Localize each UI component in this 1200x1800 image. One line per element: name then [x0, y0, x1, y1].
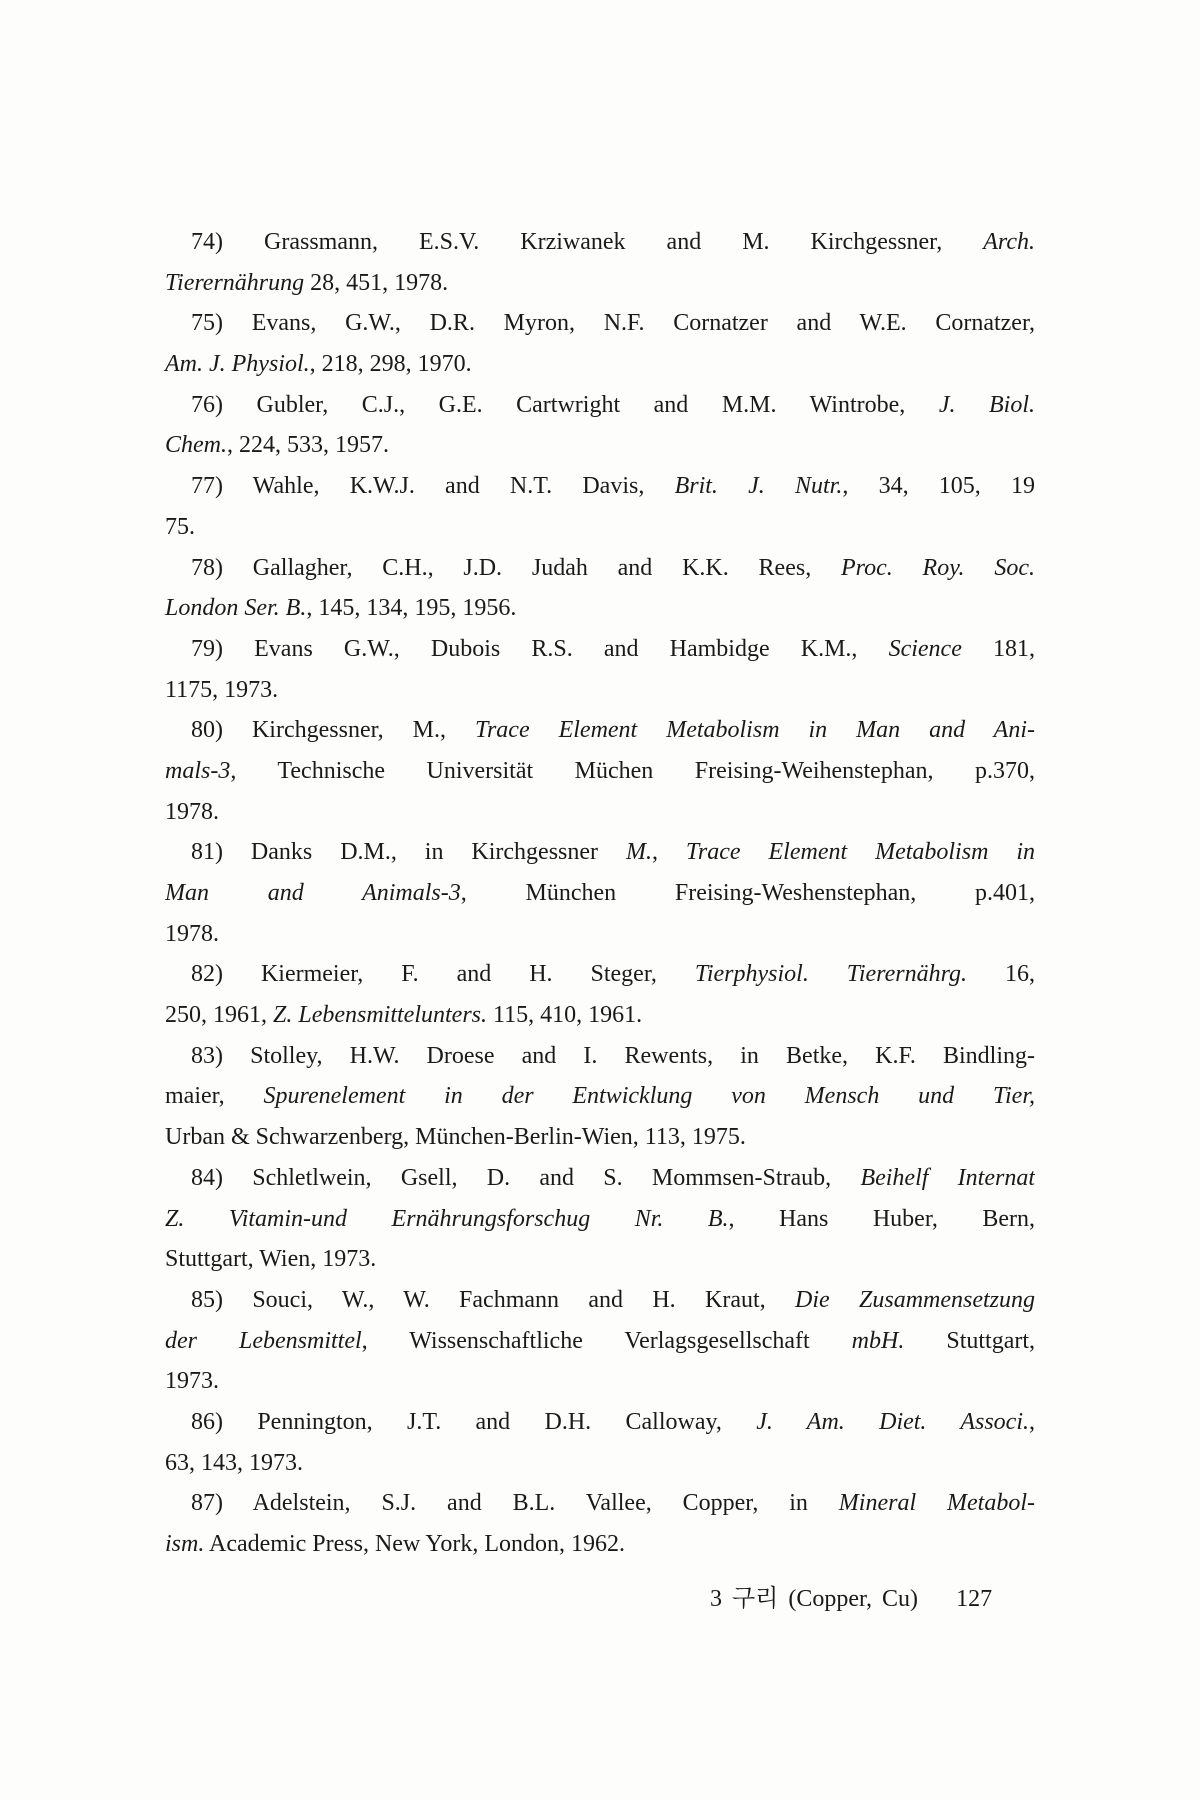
text-segment: 82) Kiermeier, F. and H. Steger, [191, 961, 695, 988]
reference-entry [165, 832, 1035, 954]
reference-list [165, 222, 1035, 1565]
reference-line [165, 873, 1035, 914]
text-segment: 181, [961, 635, 1035, 662]
reference-line [165, 588, 1035, 629]
text-segment: 79) Evans G.W., Dubois R.S. and Hambidge K.M., [191, 635, 889, 662]
text-segment: 75) Evans, G.W., D.R. Myron, N.F. Cornatzer and W.E. Cornatzer, [191, 310, 1035, 337]
italic-title-segment: Science [888, 635, 962, 662]
text-segment: , [1029, 1408, 1035, 1435]
italic-title-segment: J. Biol. [938, 391, 1035, 418]
reference-line [165, 507, 1035, 548]
reference-line [165, 1443, 1035, 1484]
reference-line [165, 954, 1035, 995]
italic-title-segment: mals-3 [165, 757, 231, 784]
italic-title-segment: Spurenelement in der Entwicklung von Mensch und Tier, [263, 1083, 1035, 1110]
text-segment: maier, [165, 1083, 264, 1110]
reference-line [165, 995, 1035, 1036]
italic-title-segment: M. [625, 839, 652, 866]
text-segment: 78) Gallagher, C.H., J.D. Judah and K.K. Rees, [191, 554, 841, 581]
reference-line [165, 792, 1035, 833]
reference-entry [165, 222, 1035, 303]
text-segment: Stuttgart, Wien, 1973. [165, 1246, 377, 1273]
reference-entry [165, 1483, 1035, 1564]
reference-entry [165, 1402, 1035, 1483]
reference-entry [165, 954, 1035, 1035]
reference-line [165, 1361, 1035, 1402]
italic-title-segment: Proc. Roy. Soc. [841, 554, 1035, 581]
text-segment: 87) Adelstein, S.J. and B.L. Vallee, Copper, in [191, 1490, 839, 1517]
italic-title-segment: Chem. [165, 432, 227, 459]
italic-title-segment: der Lebensmittel [165, 1327, 362, 1354]
text-segment: 115, 410, 1961. [487, 1002, 643, 1029]
text-segment: 85) Souci, W., W. Fachmann and H. Kraut, [191, 1286, 796, 1313]
reference-line [165, 629, 1035, 670]
text-segment: 16, [967, 961, 1035, 988]
reference-line [165, 1483, 1035, 1524]
text-segment: 80) Kirchgessner, M., [191, 717, 475, 744]
reference-entry [165, 303, 1035, 384]
italic-title-segment: Beihelf Internat [860, 1164, 1035, 1191]
reference-line [165, 710, 1035, 751]
reference-line [165, 425, 1035, 466]
reference-line [165, 914, 1035, 955]
italic-title-segment: Tierernährung [165, 269, 305, 296]
reference-entry [165, 1036, 1035, 1158]
text-segment: 77) Wahle, K.W.J. and N.T. Davis, [191, 473, 675, 500]
text-segment: 28, 451, 1978. [304, 269, 449, 296]
reference-line [165, 1076, 1035, 1117]
reference-line [165, 832, 1035, 873]
text-segment: , [651, 839, 686, 866]
italic-title-segment: Am. J. Physiol. [165, 351, 310, 378]
italic-title-segment: Die Zusammensetzung [795, 1286, 1035, 1313]
reference-line [165, 222, 1035, 263]
reference-entry [165, 1280, 1035, 1402]
text-segment: 84) Schletlwein, Gsell, D. and S. Mommsen-Straub, [191, 1164, 861, 1191]
italic-title-segment: Trace Element Metabolism in Man and Ani- [474, 717, 1035, 744]
reference-entry [165, 466, 1035, 547]
text-segment: Stuttgart, [904, 1327, 1035, 1354]
reference-line [165, 263, 1035, 304]
italic-title-segment: mbH. [851, 1327, 905, 1354]
italic-title-segment: London Ser. B. [165, 595, 307, 622]
reference-line [165, 1199, 1035, 1240]
reference-line [165, 303, 1035, 344]
text-segment: Urban & Schwarzenberg, München-Berlin-Wien, 113, 1975. [165, 1124, 746, 1151]
text-segment: 74) Grassmann, E.S.V. Krziwanek and M. Kirchgessner, [191, 229, 984, 255]
text-segment: 1175, 1973. [165, 676, 279, 703]
italic-title-segment: Brit. J. Nutr. [674, 473, 843, 500]
running-footer-chapter: 3 구리 (Copper, Cu) [710, 1586, 919, 1612]
reference-entry [165, 385, 1035, 466]
reference-line [165, 670, 1035, 711]
reference-line [165, 1402, 1035, 1443]
reference-line [165, 344, 1035, 385]
reference-line [165, 751, 1035, 792]
text-segment: 75. [165, 513, 195, 540]
italic-title-segment: Z. Lebensmittelunters. [273, 1002, 487, 1029]
text-segment: , Wissenschaftliche Verlagsgesellschaft [361, 1327, 852, 1354]
text-segment: 1973. [165, 1368, 219, 1395]
text-segment: , 224, 533, 1957. [227, 432, 389, 459]
text-segment: , Hans Huber, Bern, [728, 1205, 1035, 1232]
text-segment: , 218, 298, 1970. [309, 351, 472, 378]
reference-line [165, 385, 1035, 426]
text-segment: 86) Pennington, J.T. and D.H. Calloway, [191, 1408, 757, 1435]
text-segment: , 34, 105, 19 [842, 473, 1035, 500]
italic-title-segment: Tierphysiol. Tierernährg. [694, 961, 968, 988]
text-segment: , München Freising-Weshenstephan, p.401, [460, 880, 1035, 906]
reference-line [165, 1117, 1035, 1158]
italic-title-segment: Trace Element Metabolism in [685, 839, 1035, 866]
text-segment: 250, 1961, [165, 1002, 273, 1029]
text-segment: 63, 143, 1973. [165, 1449, 303, 1476]
reference-line [165, 548, 1035, 589]
reference-line [165, 1321, 1035, 1362]
italic-title-segment: Arch. [983, 229, 1035, 255]
reference-entry [165, 1158, 1035, 1280]
italic-title-segment: Z. Vitamin-und Ernährungsforschug Nr. B. [165, 1205, 729, 1232]
text-segment: 76) Gubler, C.J., G.E. Cartwright and M.M. Wintrobe, [191, 391, 939, 418]
reference-line [165, 466, 1035, 507]
reference-entry [165, 629, 1035, 710]
reference-entry [165, 710, 1035, 832]
italic-title-segment: J. Am. Diet. Associ. [756, 1408, 1029, 1435]
text-segment: , 145, 134, 195, 1956. [306, 595, 517, 622]
reference-line [165, 1158, 1035, 1199]
reference-line [165, 1239, 1035, 1280]
text-segment: Academic Press, New York, London, 1962. [204, 1531, 625, 1557]
text-segment: 1978. [165, 920, 219, 947]
reference-line [165, 1524, 1035, 1565]
page-footer [710, 1578, 992, 1613]
text-segment: , Technische Universität Müchen Freising-Weihenstephan, p.370, [230, 757, 1035, 784]
text-segment: 83) Stolley, H.W. Droese and I. Rewents, in Betke, K.F. Bindling- [191, 1042, 1035, 1069]
reference-line [165, 1280, 1035, 1321]
italic-title-segment: Man and Animals-3 [165, 880, 461, 906]
reference-line [165, 1036, 1035, 1077]
italic-title-segment: ism. [165, 1531, 205, 1557]
text-segment: 81) Danks D.M., in Kirchgessner [191, 839, 626, 866]
italic-title-segment: Mineral Metabol- [838, 1490, 1035, 1517]
reference-entry [165, 548, 1035, 629]
page-number: 127 [956, 1586, 993, 1612]
text-segment: 1978. [165, 798, 219, 825]
